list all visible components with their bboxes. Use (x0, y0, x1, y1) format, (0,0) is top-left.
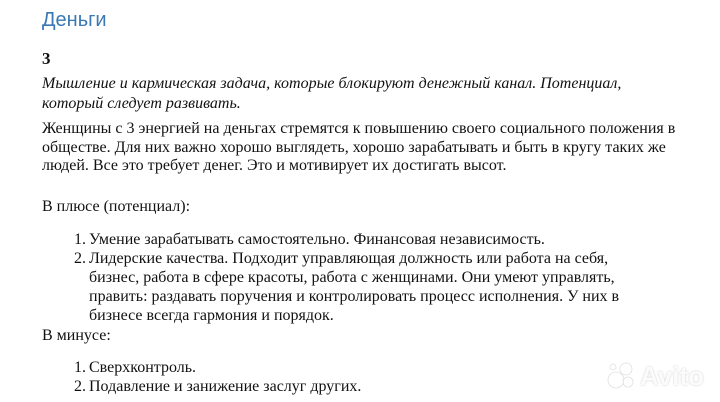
list-item-text: Лидерские качества. Подходит управляющая должность или работа на себя, бизнес, работа в сфере красоты, работа с женщинами. Они умеют управлять, править: раздавать поручения и контролировать процесс исполнения. У них в бизнесе всегда гармония и порядок. (89, 250, 620, 324)
list-item (42, 358, 652, 377)
list-item-number: 2. (74, 378, 86, 395)
plus-list (42, 230, 652, 325)
list-item (42, 230, 652, 249)
list-item-number: 1. (74, 359, 86, 376)
list-item-text: Умение зарабатывать самостоятельно. Финансовая независимость. (89, 231, 545, 248)
section-number: 3 (42, 49, 51, 68)
subtitle: Мышление и кармическая задача, которые блокируют денежный канал. Потенциал, который следует развивать. (42, 75, 622, 112)
avito-watermark-text: Avito (640, 361, 705, 391)
list-item-number: 1. (74, 231, 86, 248)
list-item-text: Подавление и занижение заслуг других. (89, 378, 362, 395)
list-item (42, 377, 652, 396)
list-item-text: Сверхконтроль. (89, 359, 197, 376)
list-item (42, 249, 652, 325)
minus-list (42, 358, 652, 396)
avito-watermark (606, 360, 716, 392)
description-paragraph: Женщины с 3 энергией на деньгах стремятся к повышению своего социального положения в обществе. Для них важно хорошо выглядеть, хорошо зарабатывать и быть в кругу таких же людей. Все это требует денег. Это и мотивирует их достигать высот. (42, 120, 676, 174)
plus-label: В плюсе (потенциал): (42, 198, 191, 215)
list-item-number: 2. (74, 250, 86, 267)
section-heading: Деньги (42, 9, 107, 31)
minus-label: В минусе: (42, 327, 111, 344)
avito-logo-icon (606, 360, 638, 392)
